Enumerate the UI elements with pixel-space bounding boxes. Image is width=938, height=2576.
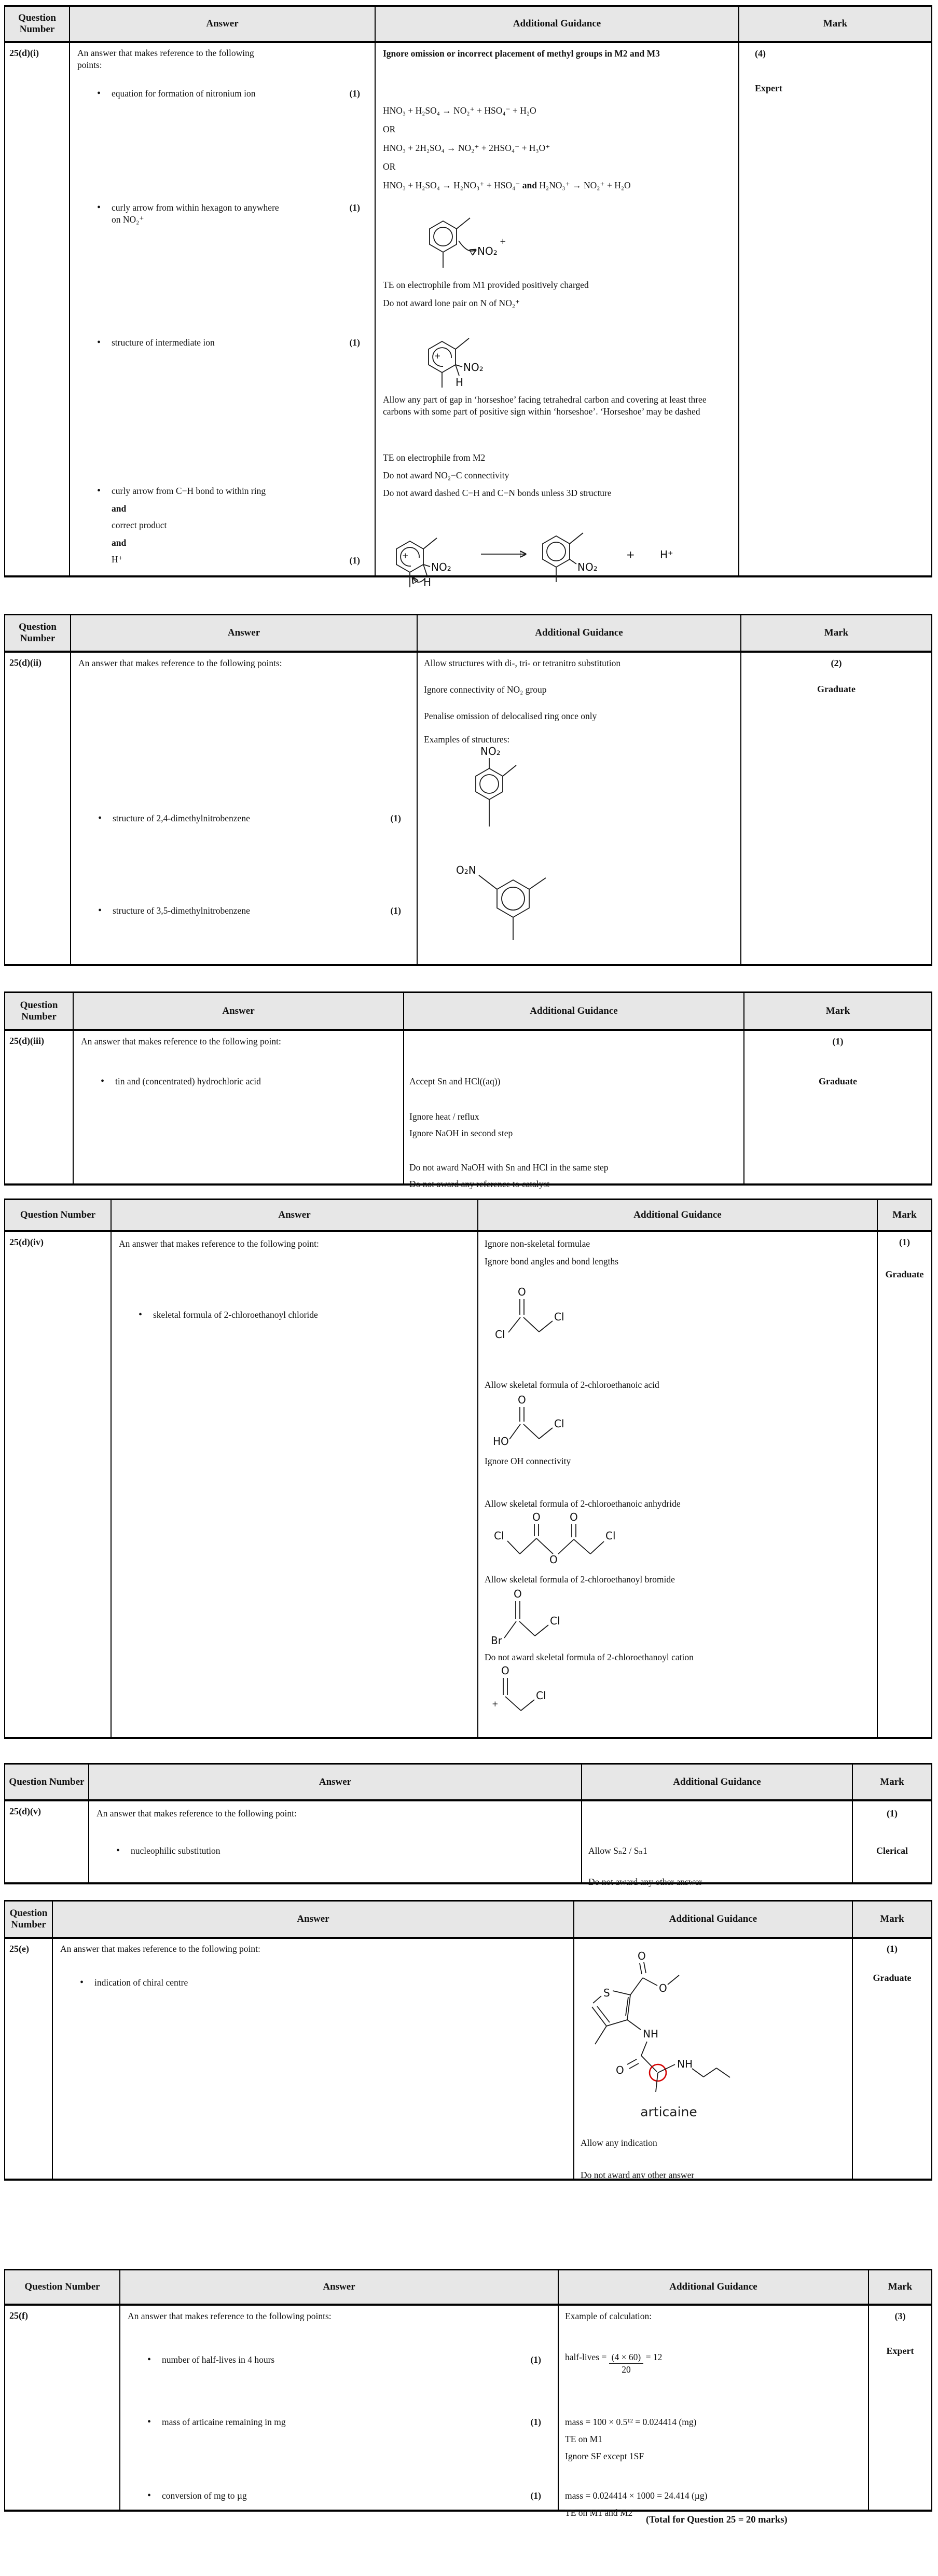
header-additional-guidance: Additional Guidance <box>418 615 741 651</box>
point-mark: (1) <box>390 905 401 916</box>
guidance-dna: Do not award any other answer <box>581 2170 695 2180</box>
table-25div-header <box>5 1200 931 1232</box>
no2-label: NO₂ <box>477 245 498 257</box>
guidance-allow-sn: Allow Sₙ2 / Sₙ1 <box>588 1845 647 1856</box>
guidance-cell <box>418 653 741 964</box>
question-number-cell <box>5 1801 89 1882</box>
cl-label: Cl <box>554 1417 564 1430</box>
nh-amide-label: NH <box>643 2028 658 2040</box>
fraction-denominator: 20 <box>622 2364 631 2375</box>
table-25div-row <box>5 1232 931 1737</box>
question-number: 25(d)(v) <box>9 1806 41 1816</box>
table-25dii-row <box>5 653 931 964</box>
guidance-te2: TE on M1 and M2 <box>565 2508 633 2518</box>
plus-charge: + <box>402 551 409 560</box>
grade-label: Graduate <box>819 1076 857 1086</box>
point-mark: (1) <box>390 813 401 823</box>
table-25dv-row <box>5 1801 931 1887</box>
table-25e <box>4 1900 932 2181</box>
answer-bullet: • conversion of mg to µg <box>147 2490 459 2502</box>
answer-and: and <box>112 538 127 548</box>
header-mark: Mark <box>888 2281 913 2293</box>
table-25f-header <box>5 2270 931 2306</box>
table-25dii-header <box>5 615 931 653</box>
answer-cell <box>112 1232 478 1737</box>
structure-chloroethanoyl-chloride-diagram <box>493 1283 591 1358</box>
guidance-allow-bromide: Allow skeletal formula of 2-chloroethanoyl bromide <box>485 1574 675 1585</box>
answer-bullet: • structure of 3,5-dimethylnitrobenzene <box>98 905 368 917</box>
o-label: O <box>532 1512 541 1523</box>
guidance-allow-horseshoe: Allow any part of gap in ‘horseshoe’ facing tetrahedral carbon and covering at least three carbons with some part of positive sign within ‘horseshoe’. ‘Horseshoe’ may be dashed <box>383 394 707 417</box>
guidance-ignore-heat: Ignore heat / reflux <box>409 1111 479 1122</box>
table-25e-header <box>5 1902 931 1939</box>
guidance-penalise: Penalise omission of delocalised ring once only <box>424 711 597 721</box>
guidance-ignore-oh: Ignore OH connectivity <box>485 1456 571 1466</box>
guidance-dna-naoh: Do not award NaOH with Sn and HCl in the same step <box>409 1162 609 1173</box>
or-separator: OR <box>383 124 396 134</box>
guidance-cell <box>574 1939 853 2179</box>
no2-label: NO₂ <box>577 561 598 573</box>
guidance-dna-catalyst: Do not award any reference to catalyst <box>409 1179 550 1189</box>
or-separator: OR <box>383 161 396 172</box>
answer-bullet: • equation for formation of nitronium ion <box>97 88 325 100</box>
point-mark: (1) <box>530 2354 541 2365</box>
mark-cell <box>869 2306 931 2510</box>
plus-superscript: + <box>500 237 506 246</box>
question-number-cell <box>5 2306 120 2510</box>
cl-label: Cl <box>536 1689 546 1702</box>
question-number-cell <box>5 653 71 964</box>
mass-calculation-mg: mass = 100 × 0.5¹² = 0.024414 (mg) <box>565 2417 697 2427</box>
cl-label: Cl <box>494 1530 504 1542</box>
question-total: (Total for Question 25 = 20 marks) <box>646 2515 788 2525</box>
equation-2: HNO₃ + 2H₂SO₄ → NO₂⁺ + 2HSO₄⁻ + H₃O⁺ <box>383 143 550 153</box>
header-question-number: Question Number <box>5 2270 120 2304</box>
structure-chloroethanoyl-cation-diagram <box>491 1664 576 1718</box>
guidance-te2: TE on electrophile from M2 <box>383 452 486 463</box>
h-label: H <box>456 376 464 389</box>
guidance-ignore: Ignore connectivity of NO₂ group <box>424 684 547 695</box>
structure-24-dimethylnitrobenzene-diagram <box>467 743 545 847</box>
o-ester-label: O <box>659 1982 667 1994</box>
point-mark: (1) <box>530 2417 541 2427</box>
answer-cell <box>74 1031 404 1183</box>
guidance-dna1: Do not award lone pair on N of NO₂⁺ <box>383 298 520 308</box>
table-25diii-header <box>5 993 931 1031</box>
header-question-number: Question Number <box>5 1765 89 1799</box>
mark-value: (1) <box>899 1237 910 1247</box>
table-25f-row <box>5 2306 931 2518</box>
mark-cell <box>744 1031 931 1183</box>
answer-cell <box>53 1939 574 2179</box>
header-question-number: Question Number <box>5 1902 53 1937</box>
header-mark: Mark <box>880 1913 904 1925</box>
guidance-cell <box>559 2306 869 2518</box>
table-25di <box>4 5 932 588</box>
o-label: O <box>501 1664 509 1677</box>
answer-intro: An answer that makes reference to the following point: <box>81 1036 281 1046</box>
header-answer: Answer <box>112 1200 478 1230</box>
question-number-cell <box>5 1031 74 1183</box>
structure-intermediate-ion-diagram <box>417 323 508 393</box>
answer-bullet: • curly arrow from C−H bond to within ring <box>97 485 336 497</box>
header-additional-guidance: Additional Guidance <box>559 2270 869 2304</box>
nitronium-equations <box>383 101 631 195</box>
guidance-ignore-naoh: Ignore NaOH in second step <box>409 1128 513 1138</box>
mark-value: (3) <box>894 2311 906 2321</box>
header-question-number: Question Number <box>5 993 74 1029</box>
header-additional-guidance: Additional Guidance <box>404 993 744 1029</box>
ho-label: HO <box>493 1435 509 1448</box>
mass-calculation-ug: mass = 0.024414 × 1000 = 24.414 (µg) <box>565 2490 708 2501</box>
half-lives-label: half-lives = <box>565 2352 607 2362</box>
guidance-bold-note: Ignore omission or incorrect placement of methyl groups in M2 and M3 <box>383 48 660 59</box>
half-lives-result: = 12 <box>645 2352 663 2362</box>
mark-cell <box>853 1939 931 2179</box>
guidance-dna3: Do not award dashed C−H and C−N bonds unless 3D structure <box>383 488 612 498</box>
mark-value: (4) <box>755 48 766 59</box>
guidance-example: Example of calculation: <box>565 2311 652 2321</box>
guidance-ignore2: Ignore bond angles and bond lengths <box>485 1256 619 1266</box>
header-question-number: Question Number <box>5 615 71 651</box>
answer-bullet: • curly arrow from within hexagon to anywhere on NO₂⁺ <box>97 202 284 226</box>
question-number: 25(e) <box>9 1944 29 1954</box>
guidance-te1: TE on electrophile from M1 provided positively charged <box>383 280 589 290</box>
answer-bullet: • number of half-lives in 4 hours <box>147 2354 459 2366</box>
grade-label: Expert <box>886 2346 914 2356</box>
equation-3: HNO₃ + H₂SO₄ → H₂NO₃⁺ + HSO₄⁻ and H₂NO₃⁺ → NO₂⁺ + H₂O <box>383 180 631 190</box>
answer-intro: An answer that makes reference to the following point: <box>60 1944 260 1954</box>
cl-label: Cl <box>605 1530 616 1542</box>
header-additional-guidance: Additional Guidance <box>582 1765 853 1799</box>
guidance-cell <box>376 43 739 588</box>
point-mark: (1) <box>530 2490 541 2501</box>
header-additional-guidance: Additional Guidance <box>376 7 739 41</box>
structure-xylene-no2-attack-diagram <box>418 201 514 274</box>
answer-bullet: • nucleophilic substitution <box>116 1845 427 1857</box>
header-answer: Answer <box>53 1902 574 1937</box>
question-number: 25(f) <box>9 2310 28 2321</box>
answer-cell <box>71 653 418 964</box>
o-amide-label: O <box>616 2064 624 2076</box>
table-25di-row <box>5 43 931 588</box>
header-question-number: Question Number <box>5 1200 112 1230</box>
cl-label: Cl <box>550 1615 560 1627</box>
table-25f <box>4 2269 932 2518</box>
s-label: S <box>603 1987 610 1999</box>
guidance-accept: Accept Sn and HCl((aq)) <box>409 1076 501 1086</box>
header-mark: Mark <box>880 1776 904 1787</box>
table-25e-row <box>5 1939 931 2179</box>
answer-and: and <box>112 503 127 514</box>
point-mark: (1) <box>349 337 360 348</box>
guidance-dna: Do not award any other answer <box>588 1877 702 1887</box>
question-number-cell <box>5 1939 53 2179</box>
header-mark: Mark <box>825 1005 850 1016</box>
answer-line: correct product <box>112 520 167 530</box>
header-mark: Mark <box>823 18 848 30</box>
o-carbonyl-label: O <box>638 1950 646 1962</box>
answer-intro: An answer that makes reference to the following points: <box>128 2311 332 2321</box>
answer-line: H⁺ <box>112 554 123 564</box>
answer-bullet: • indication of chiral centre <box>80 1977 391 1989</box>
mark-cell <box>741 653 931 964</box>
table-25dv <box>4 1763 932 1887</box>
grade-label: Graduate <box>885 1269 924 1279</box>
br-label: Br <box>491 1634 502 1647</box>
grade-label: Clerical <box>876 1845 908 1856</box>
mark-cell <box>878 1232 931 1737</box>
plus-sign: + <box>626 548 635 561</box>
question-number: 25(d)(iii) <box>9 1036 44 1046</box>
plus-charge: + <box>434 351 441 361</box>
structure-articaine-diagram <box>586 1948 757 2104</box>
guidance-cell <box>478 1232 878 1737</box>
header-answer: Answer <box>89 1765 582 1799</box>
no2-label: NO₂ <box>463 361 484 374</box>
guidance-dna2: Do not award NO₂−C connectivity <box>383 470 509 480</box>
question-number: 25(d)(i) <box>9 48 39 58</box>
cl-label: Cl <box>554 1311 564 1323</box>
grade-label: Graduate <box>817 684 856 694</box>
structure-35-dimethylnitrobenzene-diagram <box>455 851 569 957</box>
guidance-allow-anhydride: Allow skeletal formula of 2-chloroethanoic anhydride <box>485 1498 681 1509</box>
header-additional-guidance: Additional Guidance <box>478 1200 878 1230</box>
hplus-label: H⁺ <box>660 548 673 561</box>
guidance-cell <box>582 1801 853 1887</box>
fraction-numerator: (4 × 60) <box>609 2351 644 2364</box>
guidance-sf: Ignore SF except 1SF <box>565 2451 644 2461</box>
structure-chloroethanoic-acid-diagram <box>493 1393 591 1450</box>
structure-deprotonation-reaction-diagram <box>385 513 717 609</box>
mark-value: (2) <box>831 658 842 668</box>
answer-bullet: • mass of articaine remaining in mg <box>147 2416 459 2428</box>
mark-cell <box>739 43 931 575</box>
grade-label: Graduate <box>873 1973 912 1983</box>
answer-cell <box>89 1801 582 1882</box>
mark-value: (1) <box>887 1944 898 1954</box>
header-answer: Answer <box>71 615 418 651</box>
o-bridge-label: O <box>549 1553 558 1564</box>
table-25div <box>4 1199 932 1739</box>
guidance-allow-acid: Allow skeletal formula of 2-chloroethanoic acid <box>485 1380 659 1390</box>
h-label: H <box>423 576 432 588</box>
answer-bullet: • tin and (concentrated) hydrochloric acid <box>101 1076 370 1087</box>
guidance-cell <box>404 1031 744 1189</box>
answer-cell <box>70 43 376 575</box>
o-label: O <box>518 1394 526 1406</box>
guidance-dna-cation: Do not award skeletal formula of 2-chloroethanoyl cation <box>485 1652 694 1662</box>
mark-value: (1) <box>887 1808 898 1819</box>
guidance-te1: TE on M1 <box>565 2434 602 2444</box>
question-number: 25(d)(iv) <box>9 1237 44 1247</box>
table-25di-header <box>5 7 931 43</box>
half-lives-calculation <box>565 2351 662 2376</box>
guidance-examples: Examples of structures: <box>424 734 510 745</box>
header-question-number: Question Number <box>5 7 70 41</box>
point-mark: (1) <box>349 88 360 99</box>
answer-bullet: • skeletal formula of 2-chloroethanoyl chloride <box>139 1309 439 1321</box>
articaine-caption: articaine <box>640 2104 697 2119</box>
half-lives-fraction <box>609 2351 644 2376</box>
guidance-allow: Allow any indication <box>581 2138 657 2148</box>
o2n-label: O₂N <box>456 864 476 876</box>
structure-chloroethanoyl-bromide-diagram <box>491 1586 587 1648</box>
point-mark: (1) <box>349 202 360 213</box>
table-25dii <box>4 614 932 966</box>
question-number-cell <box>5 43 70 575</box>
header-answer: Answer <box>74 993 404 1029</box>
question-number-cell <box>5 1232 112 1737</box>
grade-label: Expert <box>755 83 782 93</box>
answer-bullet: • structure of 2,4-dimethylnitrobenzene <box>98 812 368 824</box>
structure-chloroethanoic-anhydride-diagram <box>494 1512 624 1564</box>
question-number: 25(d)(ii) <box>9 657 42 668</box>
mark-cell <box>853 1801 931 1882</box>
mark-value: (1) <box>832 1036 844 1046</box>
cl-label: Cl <box>495 1328 505 1341</box>
answer-intro: An answer that makes reference to the following point: <box>119 1238 319 1249</box>
guidance-allow: Allow structures with di-, tri- or tetranitro substitution <box>424 658 621 668</box>
table-25diii-row <box>5 1031 931 1189</box>
nh-amine-label: NH <box>677 2058 693 2070</box>
answer-cell <box>120 2306 559 2510</box>
header-mark: Mark <box>892 1209 917 1221</box>
no2-label: NO₂ <box>480 745 501 757</box>
header-additional-guidance: Additional Guidance <box>574 1902 853 1937</box>
o-label: O <box>518 1286 526 1298</box>
answer-intro: An answer that makes reference to the following point: <box>96 1808 297 1819</box>
plus-charge: + <box>492 1699 499 1709</box>
point-mark: (1) <box>349 555 360 566</box>
answer-intro: An answer that makes reference to the following points: <box>77 48 254 70</box>
header-mark: Mark <box>824 627 849 639</box>
answer-intro: An answer that makes reference to the following points: <box>78 658 282 668</box>
no2-label: NO₂ <box>431 561 451 573</box>
table-25diii <box>4 991 932 1189</box>
header-answer: Answer <box>120 2270 559 2304</box>
guidance-ignore1: Ignore non-skeletal formulae <box>485 1238 590 1249</box>
header-answer: Answer <box>70 7 376 41</box>
answer-bullet: • structure of intermediate ion <box>97 337 325 349</box>
table-25dv-header <box>5 1765 931 1801</box>
o-label: O <box>570 1512 578 1523</box>
equation-1: HNO₃ + H₂SO₄ → NO₂⁺ + HSO₄⁻ + H₂O <box>383 105 536 116</box>
o-label: O <box>514 1588 522 1600</box>
